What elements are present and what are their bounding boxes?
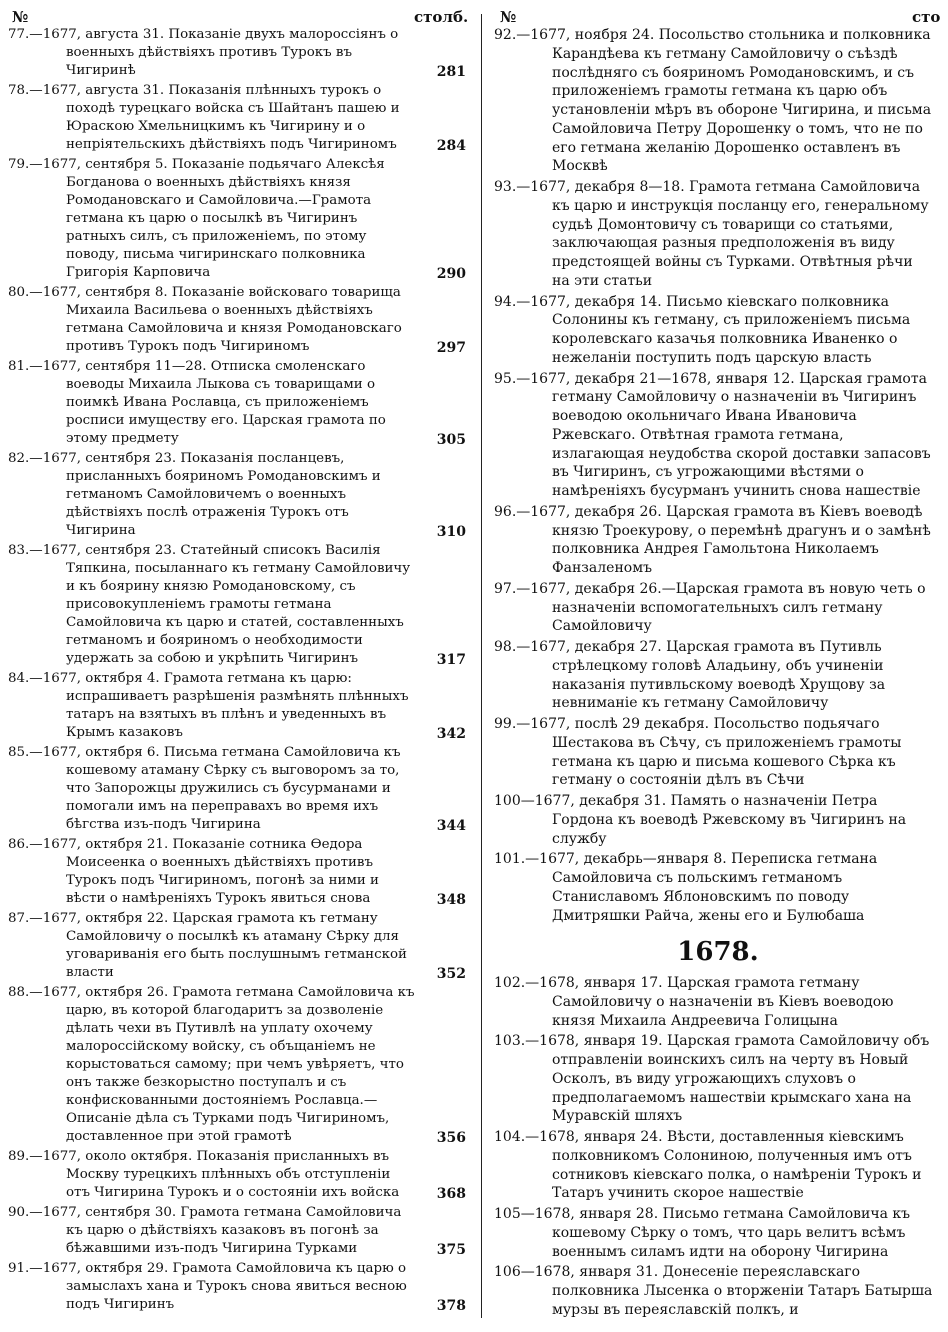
entry-number: 78.: [8, 83, 30, 98]
column-number: 290: [436, 266, 466, 282]
column-number: 368: [436, 1186, 466, 1202]
entry-text: —1677, декабря 8—18. Грамота гетмана Самойловича къ царю и инструкція посланцу его, генеральному судьѣ Домонтовичу съ товарищи со статьями, заключающая разныя предположенія въ виду предстоящей войны съ Турками. Отвѣтныя рѣчи на эти статьи: [516, 179, 929, 289]
year-heading: 1678.: [677, 937, 759, 968]
entry-number: 91.: [8, 1261, 30, 1276]
entry-text: —1678, января 17. Царская грамота гетману Самойловичу о назначеніи въ Кіевъ воеводою князя Михаила Андреевича Голицына: [525, 975, 894, 1029]
left-column: [8, 26, 474, 1316]
entry-text: —1677, октября 26. Грамота гетмана Самойловича къ царю, въ которой благодаритъ за дозволеніе дѣлать чехи въ Путивлѣ на уплату охочему малороссійскому войску, съ объщаніемъ не корыстоваться самому; при чемъ увѣряетъ, что онъ также безкорыстно поступалъ и съ конфискованными достояніемъ Рославца.—Описаніе дѣла съ Турками подъ Чигириномъ, доставленное при этой грамотѣ: [29, 985, 415, 1144]
entry-number: 94.: [494, 293, 517, 310]
entry-text: —1677, декабря 14. Письмо кіевскаго полковника Солонины къ гетману, съ приложеніемъ письма королевскаго казачья полковника Иваненко о нежеланіи поступить подъ царскую власть: [516, 293, 911, 366]
entry-number: 103.: [494, 1033, 526, 1050]
entry-number: 99.: [494, 716, 517, 732]
entry-number: 93.: [494, 179, 517, 195]
column-number: 317: [436, 652, 466, 668]
entry-number: 100: [494, 793, 521, 809]
entry-number: 86.: [8, 837, 30, 852]
entry-text: —1677, августа 31. Показанія плѣнныхъ турокъ о походѣ турецкаго войска съ Шайтанъ пашею и Юраскою Хмельницкимъ къ Чигирину и о непріятельскихъ дѣйствіяхъ подъ Чигириномъ: [29, 83, 400, 152]
entry-number: 98.: [494, 639, 517, 655]
index-entry: [8, 1204, 474, 1258]
entry-text: —1677, августа 31. Показаніе двухъ малороссіянъ о военныхъ дѣйствіяхъ противъ Турокъ въ Чигиринѣ: [29, 27, 399, 78]
entry-number: 101.: [494, 851, 526, 868]
entry-text: —1677, сентября 5. Показаніе подьячаго Алексѣя Богданова о военныхъ дѣйствіяхъ князя Ромодановскаго и Самойловича.—Грамота гетмана къ царю о посылкѣ въ Чигиринъ ратныхъ силъ, съ приложеніемъ, по этому поводу, письма чигиринскаго полковника Григорія Карповича: [29, 157, 385, 280]
entry-text: —1677, сентября 11—28. Отписка смоленскаго воеводы Михаила Лыкова съ товарищами о поимкѣ Ивана Рославца, съ приложеніемъ росписи имуществу его. Царская грамота по этому предмету: [29, 359, 386, 446]
index-entry: [494, 715, 942, 790]
entry-number: 82.: [8, 451, 30, 466]
index-entry: [8, 984, 474, 1146]
index-entry: [494, 26, 942, 176]
index-entry: [8, 1260, 474, 1314]
entry-number: 96.: [494, 503, 517, 520]
entry-number: 102.: [494, 975, 526, 991]
column-number: 378: [436, 1298, 466, 1314]
index-entry: [8, 542, 474, 668]
entry-number: 79.: [8, 157, 30, 172]
entry-text: —1677, декабрь—января 8. Переписка гетмана Самойловича съ польскимъ гетманомъ Станиславомъ Яблоновскимъ по поводу Дмитряшки Райча, жены его и Булюбаша: [525, 851, 878, 924]
header-right-num: №: [500, 8, 517, 26]
index-entry: [494, 1032, 942, 1126]
header-right-col: сто: [912, 8, 941, 26]
entry-text: —1677, октября 22. Царская грамота къ гетману Самойловичу о посылкѣ къ атаману Сѣрку для уговариванія его быть послушнымъ гетманской власти: [29, 911, 407, 980]
entry-number: 106: [494, 1264, 521, 1281]
index-entry: [494, 370, 942, 501]
entry-number: 83.: [8, 543, 30, 558]
index-entry: [494, 1128, 942, 1203]
column-divider: [481, 14, 482, 1318]
index-entry: [494, 638, 942, 713]
entry-text: —1677, октября 6. Письма гетмана Самойловича къ кошевому атаману Сѣрку съ выговоромъ за то, что Запорожцы дружились съ бусурманами и помогали имъ на переправахъ во время ихъ бѣгства изъ-подъ Чигирина: [29, 745, 401, 832]
column-number: 342: [436, 726, 466, 742]
index-entry: [8, 670, 474, 742]
entry-number: 104.: [494, 1129, 526, 1145]
entry-number: 97.: [494, 580, 517, 597]
entry-text: —1677, около октября. Показанія присланныхъ въ Москву турецкихъ плѣнныхъ объ отступленіи отъ Чигирина Турокъ и о состояніи ихъ войска: [29, 1149, 400, 1200]
entry-text: —1677, послѣ 29 декабря. Посольство подьячаго Шестакова въ Сѣчу, съ приложеніемъ грамоты гетмана къ царю и письма кошевого Сѣрка къ гетману о состояніи дѣлъ въ Сѣчи: [516, 716, 902, 789]
entry-text: —1677, октября 29. Грамота Самойловича къ царю о замыслахъ хана и Турокъ снова явиться весною подъ Чигиринъ: [29, 1261, 407, 1312]
entry-text: —1677, декабря 27. Царская грамота въ Путивль стрѣлецкому головѣ Аладьину, объ учиненіи наказанія путивльскому воеводѣ Хрущову за невниманіе къ гетману Самойловичу: [516, 639, 886, 712]
column-number: 348: [436, 892, 466, 908]
entry-number: 77.: [8, 27, 30, 42]
entry-text: —1677, октября 4. Грамота гетмана къ царю: испрашиваетъ разрѣшенія размѣнять плѣнныхъ татаръ на взятыхъ въ плѣнъ и уведенныхъ въ Крымъ казаковъ: [29, 671, 409, 740]
column-number: 375: [436, 1242, 466, 1258]
column-number: 352: [436, 966, 466, 982]
entry-text: —1677, сентября 30. Грамота гетмана Самойловича къ царю о дѣйствіяхъ казаковъ въ погонѣ за бѣжавшими изъ-подъ Чигирина Турками: [29, 1205, 402, 1256]
entry-text: —1677, сентября 23. Показанія посланцевъ, присланныхъ бояриномъ Ромодановскимъ и гетманомъ Самойловичемъ о военныхъ дѣйствіяхъ послѣ отраженія Турокъ отъ Чигирина: [29, 451, 381, 538]
entry-text: —1677, ноября 24. Посольство стольника и полковника Карандѣева къ гетману Самойловичу о съѣздѣ послѣдняго съ бояриномъ Ромодановскимъ, и съ приложеніемъ грамоты гетмана къ царю объ установленіи мѣръ въ обороне Чигирина, и письма Самойловича Петру Дорошенку о томъ, что не по его гетмана желанію Дорошенко оставленъ въ Москвѣ: [516, 27, 932, 175]
index-entry: [494, 1263, 942, 1319]
entry-number: 80.: [8, 285, 30, 300]
column-number: 356: [436, 1130, 466, 1146]
column-number: 281: [436, 64, 466, 80]
index-entry: [8, 450, 474, 540]
header-left-col: столб.: [414, 8, 469, 26]
column-number: 344: [436, 818, 466, 834]
index-entry: [494, 792, 942, 848]
entry-text: —1677, декабря 21—1678, января 12. Царская грамота гетману Самойловичу о назначеніи въ Чигиринъ воеводою окольничаго Ивана Ивановича Ржевскаго. Отвѣтная грамота гетмана, излагающая неудобства скорой доставки запасовъ въ Чигиринъ, съ угрожающими вѣстями о намѣреніяхъ бусурманъ учинить снова нашествіе: [516, 370, 931, 499]
index-entry: [8, 284, 474, 356]
entry-text: —1678, января 24. Вѣсти, доставленныя кіевскимъ полковникомъ Солониною, полученныя имъ отъ сотниковъ кіевскаго полка, о намѣреніи Турокъ и Татаръ учинить скорое нашествіе: [525, 1129, 922, 1202]
entry-text: —1677, сентября 23. Статейный списокъ Василія Тяпкина, посыланнаго къ гетману Самойловичу и къ боярину князю Ромодановскому, съ присовокупленіемъ грамоты гетмана Самойловича къ царю и статей, составленныхъ гетманомъ и бояриномъ о необходимости удержать за собою и укрѣпить Чигиринъ: [29, 543, 411, 666]
entry-number: 105: [494, 1206, 521, 1222]
index-entry: [8, 358, 474, 448]
column-number: 305: [436, 432, 466, 448]
entry-text: —1677, декабря 31. Память о назначеніи Петра Гордона къ воеводѣ Ржевскому въ Чигиринъ на службу: [520, 793, 907, 847]
index-entry: [8, 910, 474, 982]
index-entry: [8, 744, 474, 834]
entry-number: 95.: [494, 370, 517, 387]
entry-text: —1677, декабря 26. Царская грамота въ Кіевъ воеводѣ князю Троекурову, о перемѣнѣ драгунъ и о замѣнѣ полковника Андрея Гамольтона Николаемъ Фанзаленомъ: [516, 503, 931, 576]
index-entry: [8, 82, 474, 154]
index-entry: [494, 974, 942, 1030]
index-entry: [494, 850, 942, 925]
entry-number: 84.: [8, 671, 30, 686]
column-number: 310: [436, 524, 466, 540]
column-number: 284: [436, 138, 466, 154]
index-entry: [494, 503, 942, 578]
entry-text: —1677, октября 21. Показаніе сотника Ѳедора Моисеенка о военныхъ дѣйствіяхъ противъ Турокъ подъ Чигириномъ, погонѣ за ними и вѣсти о намѣреніяхъ Турокъ явиться снова: [29, 837, 379, 906]
entry-number: 81.: [8, 359, 30, 374]
header-left-num: №: [12, 8, 29, 26]
index-entry: [494, 178, 942, 291]
entry-number: 87.: [8, 911, 30, 926]
entry-number: 92.: [494, 27, 517, 43]
index-entry: [8, 1148, 474, 1202]
entry-text: —1678, января 28. Письмо гетмана Самойловича къ кошевому Сѣрку о томъ, что царь велитъ всѣмъ военнымъ силамъ идти на оборону Чигирина: [520, 1206, 911, 1260]
column-number: 297: [436, 340, 466, 356]
entry-text: —1678, января 31. Донесеніе переяславскаго полковника Лысенка о вторженіи Татаръ Батырша мурзы въ переяславскій полкъ, и: [520, 1264, 933, 1318]
entry-number: 89.: [8, 1149, 30, 1164]
index-entry: [494, 1205, 942, 1261]
index-entry: [8, 836, 474, 908]
entry-text: —1678, января 19. Царская грамота Самойловичу объ отправленіи воинскихъ силъ на черту въ Новый Осколъ, въ виду угрожающихъ слуховъ о предполагаемомъ нашествіи крымскаго хана на Муравскій шляхъ: [525, 1033, 930, 1125]
entry-number: 85.: [8, 745, 30, 760]
index-entry: [8, 156, 474, 282]
index-entry: [494, 293, 942, 368]
entry-number: 88.: [8, 985, 30, 1000]
entry-text: —1677, декабря 26.—Царская грамота въ новую четь о назначеніи вспомогательныхъ силъ гетману Самойловичу: [516, 580, 926, 635]
entry-text: —1677, сентября 8. Показаніе войсковаго товарища Михаила Васильева о военныхъ дѣйствіяхъ гетмана Самойловича и князя Ромодановскаго противъ Турокъ подъ Чигириномъ: [29, 285, 402, 354]
right-column: [494, 26, 942, 1322]
index-entry: [8, 26, 474, 80]
entry-number: 90.: [8, 1205, 30, 1220]
index-entry: [494, 580, 942, 636]
